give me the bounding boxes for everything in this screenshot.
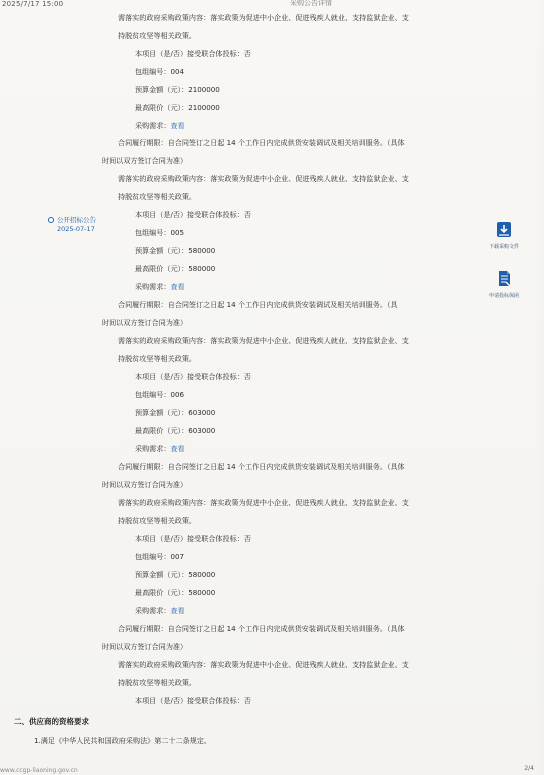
view-link[interactable]: 查看 [170,606,185,615]
budget-amount-007: 预算金额（元）：580000 [135,570,216,579]
contract-term-005-part2: 时间以双方签订合同为准） [102,318,188,327]
section-heading-supplier-qualification: 二、供应商的资格要求 [14,717,89,726]
view-link[interactable]: 查看 [170,121,185,130]
policy-line-008-part2: 持脱贫攻坚等相关政策。 [118,678,197,687]
header-date-time: 2025/7/17 15:00 [2,0,64,8]
qualification-requirement-1: 1.满足《中华人民共和国政府采购法》第二十二条规定。 [34,736,212,745]
max-price-007: 最高限价（元）：580000 [135,588,216,597]
page-number: 2/4 [524,765,534,772]
policy-line-004-part2: 持脱贫攻坚等相关政策。 [118,31,197,40]
view-link[interactable]: 查看 [170,444,185,453]
document-apply-icon [493,268,515,290]
budget-amount-005: 预算金额（元）：580000 [135,246,216,255]
joint-bid-line-006: 本项目（是/否）接受联合体投标：否 [135,372,251,381]
package-number-006: 包组编号：006 [135,390,185,399]
package-number-007: 包组编号：007 [135,552,185,561]
page-shadow [536,0,544,775]
timeline-date: 2025-07-17 [57,225,95,233]
procurement-requirement-004 [135,122,185,129]
policy-line-004-part1: 需落实的政府采购政策内容：落实政策为促进中小企业、促进残疾人就业、支持监狱企业、支 [118,13,409,22]
joint-bid-line-007: 本项目（是/否）接受联合体投标：否 [135,534,251,543]
procurement-requirement-006 [135,445,185,452]
policy-line-006-part1: 需落实的政府采购政策内容：落实政策为促进中小企业、促进残疾人就业、支持监狱企业、支 [118,336,409,345]
contract-term-005-part1: 合同履行期限：自合同签订之日起 14 个工作日内完成供货安装调试及相关培训服务。（具 [118,300,398,309]
policy-line-008-part1: 需落实的政府采购政策内容：落实政策为促进中小企业、促进残疾人就业、支持监狱企业、支 [118,660,409,669]
budget-amount-004: 预算金额（元）：2100000 [135,85,220,94]
header-cut-title: 采购公告详情 [290,0,332,7]
policy-line-005-part1: 需落实的政府采购政策内容：落实政策为促进中小企业、促进残疾人就业、支持监狱企业、支 [118,174,409,183]
policy-line-006-part2: 持脱贫攻坚等相关政策。 [118,354,197,363]
apply-label: 申请投标保函 [488,293,519,299]
download-label: 下载采购文件 [488,244,519,250]
procurement-requirement-007 [135,607,185,614]
contract-term-004-part2: 时间以双方签订合同为准） [102,156,188,165]
procurement-requirement-label: 采购需求： [135,444,171,453]
procurement-requirement-label: 采购需求： [135,606,171,615]
policy-line-007-part1: 需落实的政府采购政策内容：落实政策为促进中小企业、促进残疾人就业、支持监狱企业、支 [118,498,409,507]
view-link[interactable]: 查看 [170,282,185,291]
package-number-005: 包组编号：005 [135,228,185,237]
header-bar [0,0,544,10]
procurement-requirement-label: 采购需求： [135,282,171,291]
apply-bid-guarantee-button[interactable] [482,268,526,299]
contract-term-004-part1: 合同履行期限：自合同签订之日起 14 个工作日内完成供货安装调试及相关培训服务。（具体 [118,138,405,147]
joint-bid-line-008: 本项目（是/否）接受联合体投标：否 [135,696,251,705]
timeline-dot-icon [48,217,54,223]
contract-term-007-part1: 合同履行期限：自合同签订之日起 14 个工作日内完成供货安装调试及相关培训服务。（具体 [118,624,405,633]
max-price-006: 最高限价（元）：603000 [135,426,216,435]
procurement-requirement-label: 采购需求： [135,121,171,130]
contract-term-007-part2: 时间以双方签订合同为准） [102,642,188,651]
joint-bid-line-005: 本项目（是/否）接受联合体投标：否 [135,210,251,219]
timeline-title[interactable]: 公开招标公告 [57,216,96,224]
procurement-requirement-005 [135,283,185,290]
policy-line-005-part2: 持脱贫攻坚等相关政策。 [118,192,197,201]
contract-term-006-part1: 合同履行期限：自合同签订之日起 14 个工作日内完成供货安装调试及相关培训服务。（具体 [118,462,405,471]
max-price-004: 最高限价（元）：2100000 [135,103,220,112]
max-price-005: 最高限价（元）：580000 [135,264,216,273]
download-icon [493,219,515,241]
joint-bid-line-004: 本项目（是/否）接受联合体投标：否 [135,49,251,58]
policy-line-007-part2: 持脱贫攻坚等相关政策。 [118,516,197,525]
download-procurement-file-button[interactable] [482,219,526,250]
budget-amount-006: 预算金额（元）：603000 [135,408,216,417]
footer-url: www.ccgp-liaoning.gov.cn [0,767,78,774]
contract-term-006-part2: 时间以双方签订合同为准） [102,480,188,489]
package-number-004: 包组编号：004 [135,67,185,76]
